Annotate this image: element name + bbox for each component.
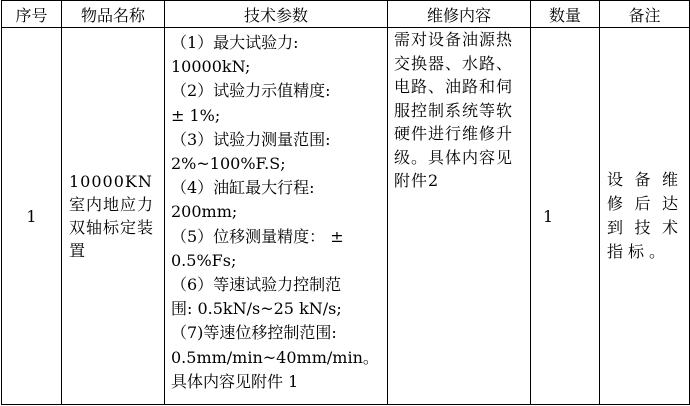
spec-line: ± 1%; xyxy=(171,105,221,125)
cell-quantity: 1 xyxy=(531,28,600,405)
header-row xyxy=(2,1,690,28)
header-repair: 维修内容 xyxy=(388,1,531,28)
spec-line: 具体内容见附件 1 xyxy=(171,371,299,391)
cell-remark: 设备维修后达到技术指标。 xyxy=(600,28,690,405)
cell-repair-content: 需对设备油源热交换器、水路、电路、油路和伺服控制系统等软硬件进行维修升级。具体内容见附件2 xyxy=(388,28,531,405)
spec-line: （1）最大试验力: xyxy=(171,33,299,52)
header-spec: 技术参数 xyxy=(165,1,388,28)
spec-line: 2%~100%F.S; xyxy=(171,154,286,174)
spec-line: （4）油缸最大行程: xyxy=(171,178,315,198)
spec-line: 围: 0.5kN/s~25 kN/s; xyxy=(171,299,342,319)
header-seq: 序号 xyxy=(2,1,62,28)
spec-line: （5）位移测量精度： ± xyxy=(171,226,344,246)
spec-line: 0.5%Fs; xyxy=(171,250,237,270)
spec-line: 10000kN; xyxy=(171,57,251,77)
spec-line: （3）试验力测量范围: xyxy=(171,129,331,149)
table-row xyxy=(2,28,690,405)
header-qty: 数量 xyxy=(531,1,600,28)
cell-tech-spec xyxy=(165,28,388,405)
cell-item-name: 10000KN室内地应力双轴标定装置 xyxy=(62,28,165,405)
spec-line: （7)等速位移控制范围: xyxy=(171,323,337,343)
spec-line: （6）等速试验力控制范 xyxy=(171,275,342,295)
header-remark: 备注 xyxy=(600,1,690,28)
header-name: 物品名称 xyxy=(62,1,165,28)
maintenance-table xyxy=(1,0,690,405)
spec-line: 0.5mm/min~40mm/min。 xyxy=(171,347,379,367)
spec-line: 200mm; xyxy=(171,202,238,222)
cell-seq: 1 xyxy=(2,28,62,405)
spec-line: （2）试验力示值精度: xyxy=(171,81,331,101)
